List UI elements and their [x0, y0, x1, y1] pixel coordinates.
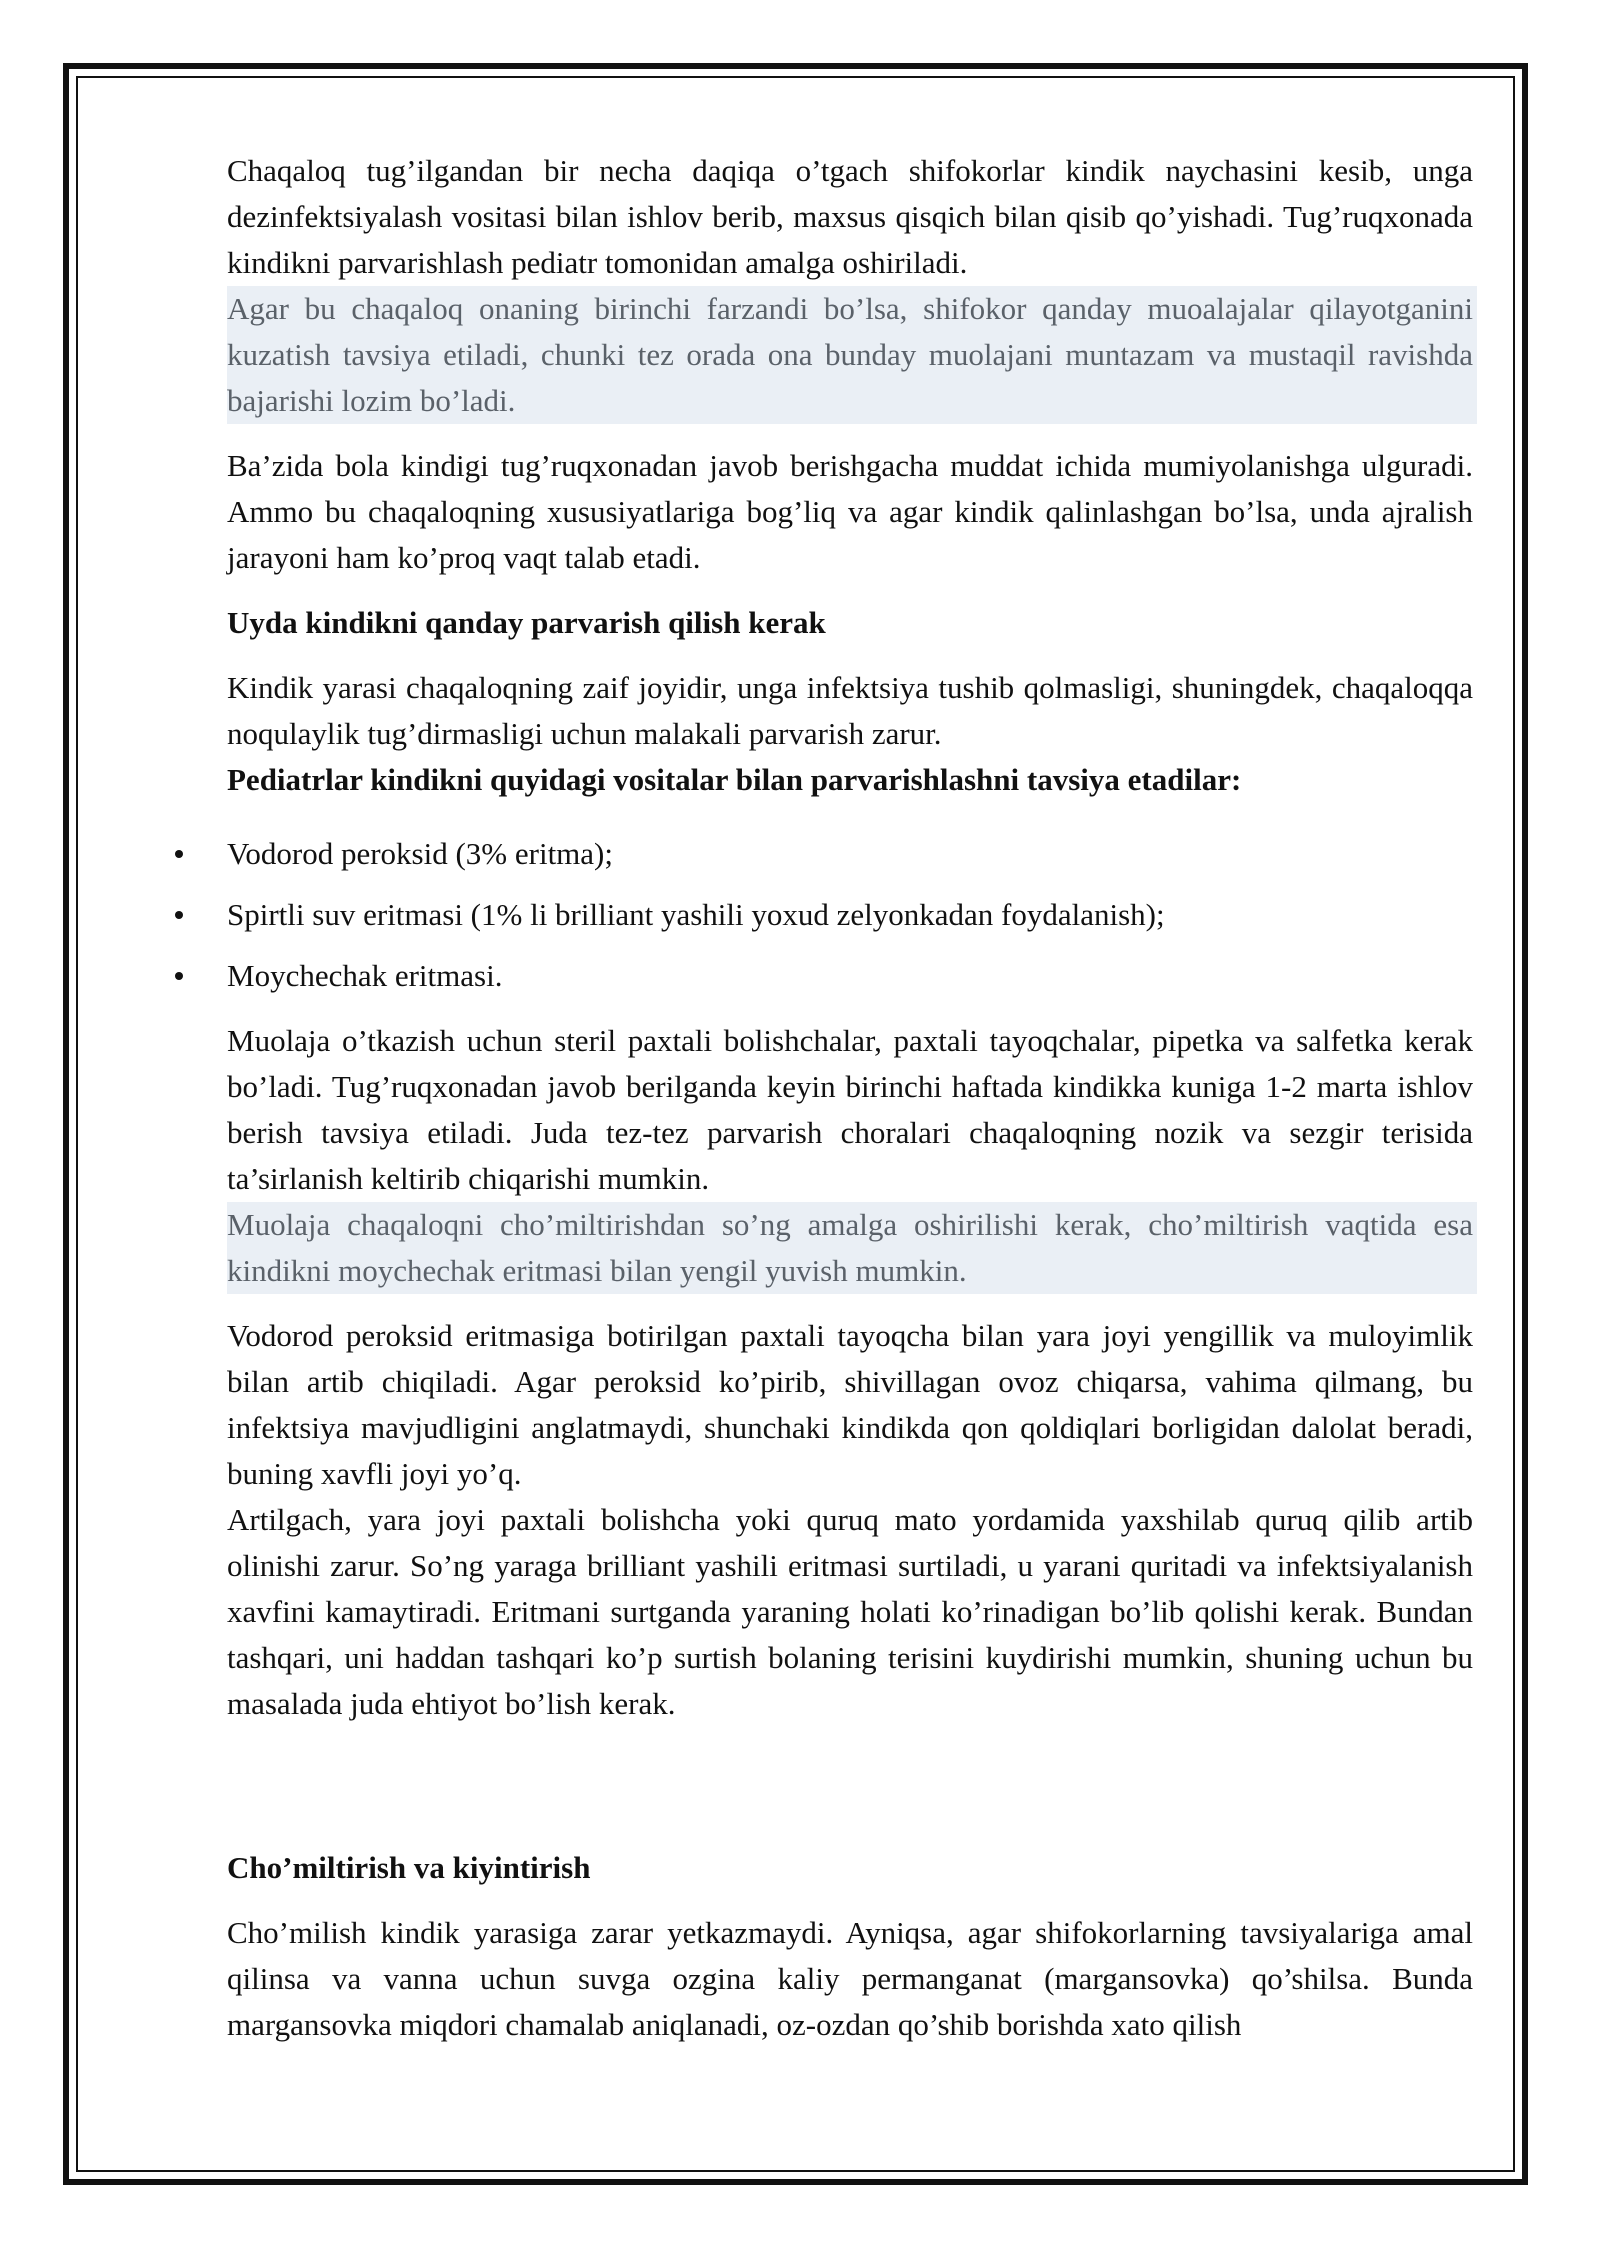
list-item: Spirtli suv eritmasi (1% li brilliant yashili yoxud zelyonkadan foydalanish);: [227, 892, 1473, 938]
paragraph-bathing: Cho’milish kindik yarasiga zarar yetkazmaydi. Ayniqsa, agar shifokorlarning tavsiyalariga amal qilinsa va vanna uchun suvga ozgina kaliy permanganat (margansovka) qo’shilsa. Bunda margansovka miqdori chamalab aniqlanadi, oz-ozdan qo’shib borishda xato qilish: [227, 1915, 1473, 2042]
blank-space: [227, 1727, 1473, 1845]
heading-home-care: Uyda kindikni qanday parvarish qilish kerak: [227, 605, 826, 640]
bullet-icon: [175, 972, 183, 980]
paragraph-peroxide: Vodorod peroksid eritmasiga botirilgan paxtali tayoqcha bilan yara joyi yengillik va muloyimlik bilan artib chiqiladi. Agar peroksid ko’pirib, shivillagan ovoz chiqarsa, vahima qilmang, bu infektsiya mavjudligini anglatmaydi, shunchaki kindikda qon qoldiqlari borligidan dalolat beradi, buning xavfli joyi yo’q.: [227, 1318, 1473, 1491]
bullet-icon: [175, 911, 183, 919]
paragraph-drying: Artilgach, yara joyi paxtali bolishcha yoki quruq mato yordamida yaxshilab quruq qilib artib olinishi zarur. So’ng yaraga brilliant yashili eritmasi surtiladi, u yarani quritadi va infektsiyalanish xavfini kamaytiradi. Eritmani surtganda yaraning holati ko’rinadigan bo’lib qolishi kerak. Bundan tashqari, uni haddan tashqari ko’p surtish bolaning terisini kuydirishi mumkin, shuning uchun bu masalada juda ehtiyot bo’lish kerak.: [227, 1502, 1473, 1721]
paragraph-procedure-supplies: Muolaja o’tkazish uchun steril paxtali bolishchalar, paxtali tayoqchalar, pipetka va salfetka kerak bo’ladi. Tug’ruqxonadan javob berilganda keyin birinchi haftada kindikka kuniga 1-2 marta ishlov berish tavsiya etiladi. Juda tez-tez parvarish choralari chaqaloqning nozik va sezgir terisida ta’sirlanish keltirib chiqarishi mumkin.: [227, 1023, 1473, 1196]
paragraph-highlighted-first-child: Agar bu chaqaloq onaning birinchi farzandi bo’lsa, shifokor qanday muoalajalar qilayotganini kuzatish tavsiya etiladi, chunki tez orada ona bunday muolajani muntazam va mustaqil ravishda bajarishi lozim bo’ladi.: [227, 286, 1477, 424]
paragraph-highlighted-after-bath: Muolaja chaqaloqni cho’miltirishdan so’ng amalga oshirilishi kerak, cho’miltirish vaqtida esa kindikni moychechak eritmasi bilan yengil yuvish mumkin.: [227, 1202, 1477, 1294]
heading-bathing-dressing: Cho’miltirish va kiyintirish: [227, 1850, 591, 1885]
bullet-icon: [175, 850, 183, 858]
bullet-list-remedies: [227, 831, 1473, 999]
paragraph-mummification: Ba’zida bola kindigi tug’ruqxonadan javob berishgacha muddat ichida mumiyolanishga ulguradi. Ammo bu chaqaloqning xususiyatlariga bog’liq va agar kindik qalinlashgan bo’lsa, unda ajralish jarayoni ham ko’proq vaqt talab etadi.: [227, 448, 1473, 575]
paragraph-navel-wound: Kindik yarasi chaqaloqning zaif joyidir, unga infektsiya tushib qolmasligi, shuningdek, chaqaloqqa noqulaylik tug’dirmasligi uchun malakali parvarish zarur.: [227, 670, 1473, 751]
document-body: [227, 148, 1473, 2048]
paragraph-intro: Chaqaloq tug’ilgandan bir necha daqiqa o’tgach shifokorlar kindik naychasini kesib, unga dezinfektsiyalash vositasi bilan ishlov berib, maxsus qisqich bilan qisib qo’yishadi. Tug’ruqxonada kindikni parvarishlash pediatr tomonidan amalga oshiriladi.: [227, 153, 1473, 280]
heading-recommended-means: Pediatrlar kindikni quyidagi vositalar bilan parvarishlashni tavsiya etadilar:: [227, 762, 1242, 797]
list-item: Vodorod peroksid (3% eritma);: [227, 831, 1473, 877]
list-item: Moychechak eritmasi.: [227, 953, 1473, 999]
